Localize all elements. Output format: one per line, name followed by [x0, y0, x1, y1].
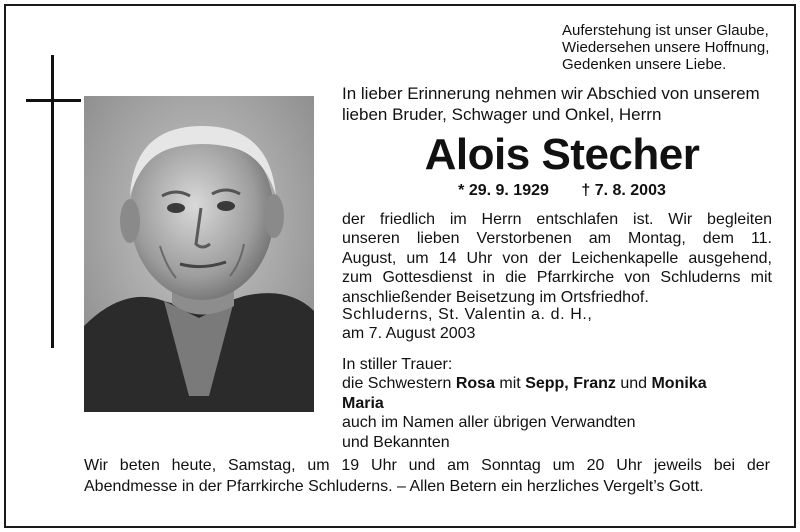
- mourners-text: die Schwestern: [342, 375, 456, 393]
- announcement-line: anschließender Beisetzung im Ortsfriedhof.: [342, 288, 649, 306]
- announcement-line: der friedlich im Herrn entschlafen ist. Wir begleiten: [342, 211, 772, 228]
- portrait-photo: [84, 96, 314, 412]
- mourner-name: Rosa: [455, 375, 495, 393]
- intro-line: In lieber Erinnerung nehmen wir Abschied von unserem: [342, 84, 760, 103]
- cross-icon-bar: [26, 99, 81, 102]
- mourners-text: mit: [494, 375, 526, 393]
- mourner-name: Maria: [342, 394, 384, 412]
- announcement-line: August, um 14 Uhr von der Leichenkapelle ausgehend,: [342, 249, 772, 267]
- portrait-icon: [84, 96, 314, 412]
- death-date: † 7. 8. 2003: [581, 182, 666, 199]
- birth-date: * 29. 9. 1929: [458, 182, 549, 199]
- place-line: Schluderns, St. Valentin a. d. H.,: [342, 306, 593, 323]
- mourners-line: auch im Namen aller übrigen Verwandten: [342, 414, 636, 432]
- funeral-announcement: [342, 210, 772, 307]
- prayer-line: Abendmesse in der Pfarrkirche Schluderns. – Allen Betern ein herzliches Vergelt’s Gott.: [84, 478, 704, 495]
- place-and-date: [342, 305, 772, 344]
- prayer-notice: [84, 455, 770, 497]
- mourners: [342, 355, 772, 452]
- intro-line: lieben Bruder, Schwager und Onkel, Herrn: [342, 105, 662, 124]
- mourners-line: und Bekannten: [342, 433, 450, 451]
- intro-text: [342, 83, 782, 125]
- motto-line: Wiedersehen unsere Hoffnung,: [562, 39, 770, 56]
- mourner-name: Sepp, Franz: [525, 375, 616, 393]
- mourner-name: Monika: [651, 375, 707, 393]
- announcement-line: zum Gottesdienst in die Pfarrkirche von Schluderns mit: [342, 269, 772, 287]
- mourners-heading: In stiller Trauer:: [342, 356, 453, 373]
- life-dates: [342, 181, 782, 201]
- date-line: am 7. August 2003: [342, 325, 476, 343]
- deceased-name: Alois Stecher: [424, 130, 700, 179]
- mourners-line: [342, 374, 772, 393]
- prayer-line: Wir beten heute, Samstag, um 19 Uhr und am Sonntag um 20 Uhr jeweils bei der: [84, 457, 770, 474]
- announcement-line: unseren lieben Verstorbenen am Montag, dem 11.: [342, 230, 772, 248]
- motto-line: Gedenken unsere Liebe.: [562, 56, 727, 73]
- motto: [562, 22, 782, 73]
- mourners-text: und: [615, 375, 652, 393]
- motto-line: Auferstehung ist unser Glaube,: [562, 22, 769, 39]
